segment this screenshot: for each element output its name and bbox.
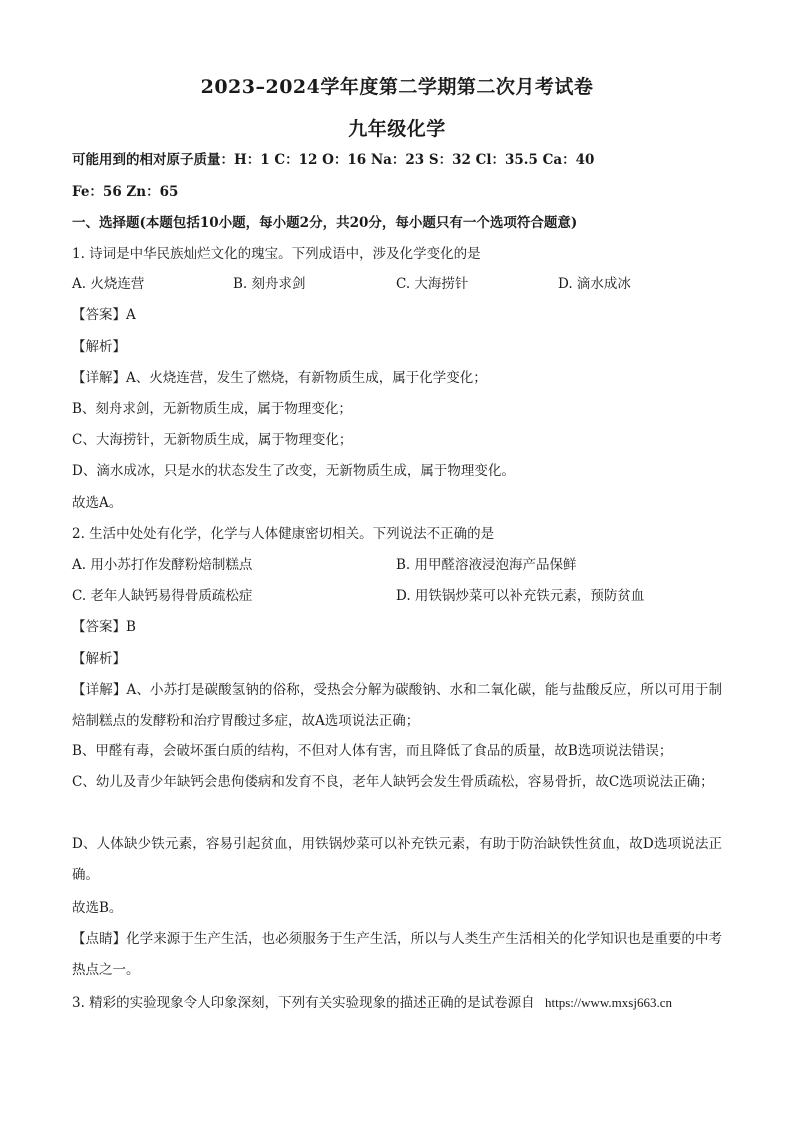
question-2-comment: 【点睛】化学来源于生产生活，也必须服务于生产生活，所以与人类生产生活相关的化学知识也是重要的中考热点之一。: [72, 931, 722, 978]
question-2-option-c: C. 老年人缺钙易得骨质疏松症: [72, 588, 253, 604]
question-2-option-d: D. 用铁锅炒菜可以补充铁元素，预防贫血: [396, 588, 645, 604]
question-1-option-d: D. 滴水成冰: [558, 276, 631, 292]
section-heading: 一、选择题(本题包括10小题，每小题2分，共20分，每小题只有一个选项符合题意): [72, 215, 578, 231]
question-1-option-c: C. 大海捞针: [396, 276, 469, 292]
atomic-mass-line-1: 可能用到的相对原子质量：H：1 C：12 O：16 Na：23 S：32 Cl：35.5 Ca：40: [72, 152, 595, 168]
question-1-analysis-label: 【解析】: [72, 339, 126, 355]
question-1-option-b: B. 刻舟求剑: [233, 276, 306, 292]
question-1-option-a: A. 火烧连营: [72, 276, 145, 292]
question-2-detail-b: B、甲醛有毒，会破坏蛋白质的结构，不但对人体有害，而且降低了食品的质量，故B选项说法错误；: [72, 743, 673, 759]
question-2-detail-c: C、幼儿及青少年缺钙会患佝偻病和发育不良，老年人缺钙会发生骨质疏松，容易骨折，故C选项说法正确；: [72, 774, 714, 790]
question-2-option-b: B. 用甲醛溶液浸泡海产品保鲜: [396, 557, 577, 573]
question-2-analysis-label: 【解析】: [72, 651, 126, 667]
question-1-detail-b: B、刻舟求剑，无新物质生成，属于物理变化；: [72, 401, 352, 417]
question-1-answer: 【答案】A: [72, 307, 136, 323]
question-2-answer: 【答案】B: [72, 619, 136, 635]
question-1-detail-d: D、滴水成冰，只是水的状态发生了改变，无新物质生成，属于物理变化。: [72, 463, 515, 479]
question-1-conclusion: 故选A。: [72, 495, 123, 511]
question-2-option-a: A. 用小苏打作发酵粉焙制糕点: [72, 557, 253, 573]
question-2-detail-a: 【详解】A、小苏打是碳酸氢钠的俗称，受热会分解为碳酸钠、水和二氧化碳，能与盐酸反应，所以可用于制焙制糕点的发酵粉和治疗胃酸过多症，故A选项说法正确；: [72, 682, 722, 729]
question-1-stem: 1. 诗词是中华民族灿烂文化的瑰宝。下列成语中，涉及化学变化的是: [72, 246, 481, 262]
question-1-detail-a: 【详解】A、火烧连营，发生了燃烧，有新物质生成，属于化学变化；: [72, 370, 487, 386]
question-1-detail-c: C、大海捞针，无新物质生成，属于物理变化；: [72, 432, 353, 448]
exam-title: 2023–2024学年度第二学期第二次月考试卷: [200, 76, 594, 98]
atomic-mass-line-2: Fe：56 Zn：65: [72, 184, 179, 200]
question-2-stem: 2. 生活中处处有化学，化学与人体健康密切相关。下列说法不正确的是: [72, 526, 495, 542]
source-url[interactable]: https://www.mxsj663.cn: [544, 995, 672, 1010]
question-2-detail-d: D、人体缺少铁元素，容易引起贫血，用铁锅炒菜可以补充铁元素，有助于防治缺铁性贫血，故D选项说法正确。: [72, 836, 722, 883]
exam-subject: 九年级化学: [348, 118, 446, 140]
question-2-conclusion: 故选B。: [72, 900, 123, 916]
question-3-stem-text: 3. 精彩的实验现象令人印象深刻，下列有关实验现象的描述正确的是试卷源自: [72, 995, 535, 1011]
question-3-stem: [72, 993, 672, 1013]
